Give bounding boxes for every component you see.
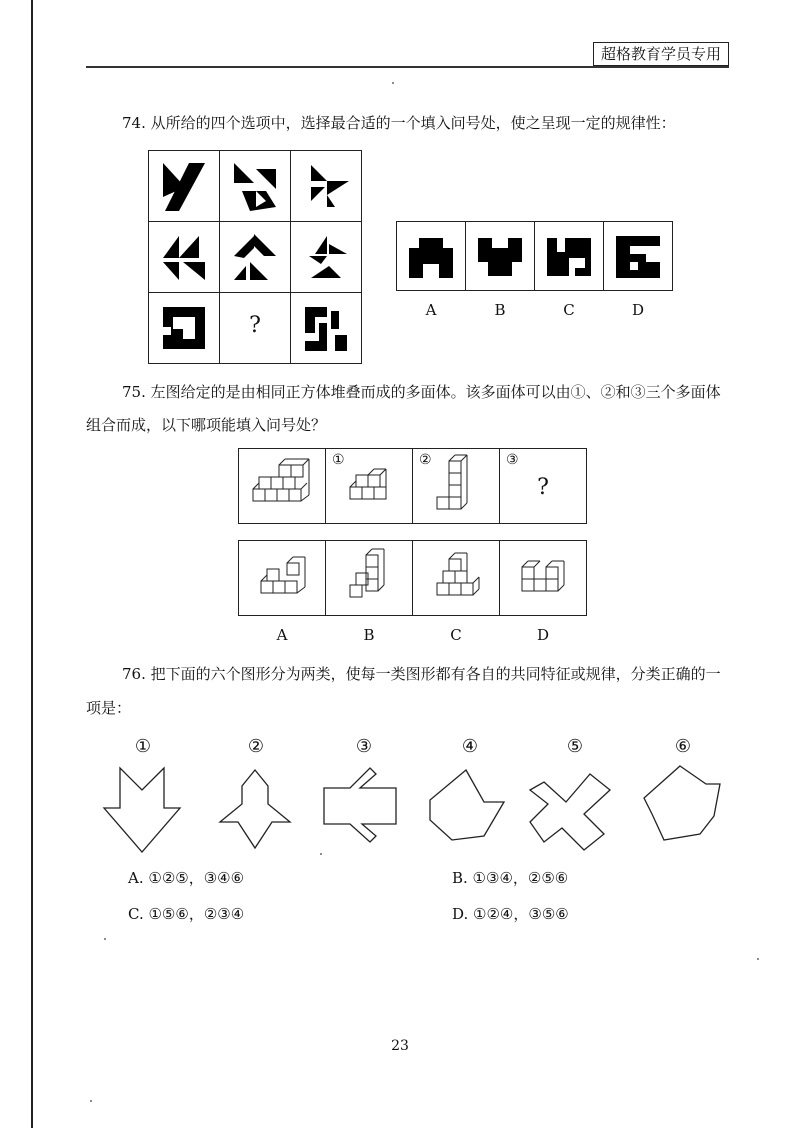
q75-part3-cell: [499, 448, 587, 524]
q75-option-b-label[interactable]: B: [363, 626, 375, 644]
q76-shape1: [104, 768, 180, 852]
page-number: 23: [391, 1038, 409, 1054]
scan-speck: [104, 938, 106, 940]
q75-option-c-figure[interactable]: [412, 540, 500, 616]
q76-line2: 项是：: [86, 699, 132, 717]
q75-part3-label: ③: [506, 452, 519, 468]
q75-part2-label: ②: [419, 452, 432, 468]
q74-cell-r3c1: [148, 292, 220, 364]
scan-speck: [757, 958, 759, 960]
q76-shape3-label: ③: [355, 736, 373, 757]
q76-shapes-figure: [100, 760, 740, 860]
q75-composite-figure: [239, 449, 325, 523]
q75-part1-figure: [326, 449, 412, 523]
q76-shape2-label: ②: [247, 736, 265, 757]
q75-option-b-figure[interactable]: [325, 540, 413, 616]
q75-question-mark: ?: [537, 475, 549, 500]
q75-part2-cell: [412, 448, 500, 524]
q75-option-d-figure[interactable]: [499, 540, 587, 616]
q76-shape4-label: ④: [461, 736, 479, 757]
q74-cell-r3c3: [290, 292, 362, 364]
q76-choice-d[interactable]: D. ①②④，③⑤⑥: [452, 905, 569, 923]
q74-figure-r1c2: [220, 151, 290, 221]
q74-option-b-figure[interactable]: [465, 221, 535, 291]
q75-composite-cell: [238, 448, 326, 524]
q75-part1-cell: [325, 448, 413, 524]
q74-option-c-figure[interactable]: [534, 221, 604, 291]
q74-figure-r2c3: [291, 222, 361, 292]
q74-option-d-label[interactable]: D: [631, 301, 645, 319]
q74-option-d-figure[interactable]: [603, 221, 673, 291]
q75-option-c-label[interactable]: C: [450, 626, 462, 644]
header-rule: [86, 66, 729, 68]
q74-figure-r3c1: [149, 293, 219, 363]
q74-cell-r2c2: [219, 221, 291, 293]
q74-option-b-label[interactable]: B: [494, 301, 506, 319]
scan-speck: [90, 1100, 92, 1102]
q74-cell-r1c3: [290, 150, 362, 222]
q74-figure-r2c2: [220, 222, 290, 292]
q76-shape5: [530, 774, 610, 850]
q75-option-a-figure[interactable]: [238, 540, 326, 616]
q74-question-mark: ?: [249, 313, 261, 338]
q76-shape4: [430, 770, 504, 840]
q74-figure-r1c1: [149, 151, 219, 221]
q76-shape6: [644, 766, 720, 840]
binding-edge-line: [31, 0, 33, 1128]
q74-text: 74. 从所给的四个选项中，选择最合适的一个填入问号处，使之呈现一定的规律性：: [122, 114, 676, 132]
q74-option-a-figure[interactable]: [396, 221, 466, 291]
q74-cell-r3c2: [219, 292, 291, 364]
q76-choice-a[interactable]: A. ①②⑤，③④⑥: [128, 869, 245, 887]
q74-figure-r2c1: [149, 222, 219, 292]
q76-shape6-label: ⑥: [674, 736, 692, 757]
q74-cell-r1c1: [148, 150, 220, 222]
q74-figure-r3c3: [291, 293, 361, 363]
q75-line1: 75. 左图给定的是由相同正方体堆叠而成的多面体。该多面体可以由①、②和③三个多面体: [122, 383, 721, 401]
q74-cell-r2c3: [290, 221, 362, 293]
q75-line2: 组合而成，以下哪项能填入问号处？: [86, 416, 327, 434]
q74-option-c-label[interactable]: C: [563, 301, 575, 319]
q76-shape2: [220, 770, 290, 848]
q76-shape3: [324, 768, 396, 842]
q74-figure-r1c3: [291, 151, 361, 221]
q74-cell-r1c2: [219, 150, 291, 222]
q75-option-a-label[interactable]: A: [276, 626, 288, 644]
header-tag: 超格教育学员专用: [593, 42, 729, 66]
scan-speck: [320, 853, 322, 855]
q76-choice-b[interactable]: B. ①③④，②⑤⑥: [452, 869, 569, 887]
q76-choice-c[interactable]: C. ①⑤⑥，②③④: [128, 905, 245, 923]
scan-speck: [392, 82, 394, 84]
q76-shape1-label: ①: [134, 736, 152, 757]
q75-option-d-label[interactable]: D: [536, 626, 550, 644]
q75-part2-figure: [413, 449, 499, 523]
q76-line1: 76. 把下面的六个图形分为两类，使每一类图形都有各自的共同特征或规律，分类正确的一: [122, 665, 721, 683]
q74-cell-r2c1: [148, 221, 220, 293]
q74-option-a-label[interactable]: A: [425, 301, 437, 319]
q76-shape5-label: ⑤: [566, 736, 584, 757]
q75-part1-label: ①: [332, 452, 345, 468]
